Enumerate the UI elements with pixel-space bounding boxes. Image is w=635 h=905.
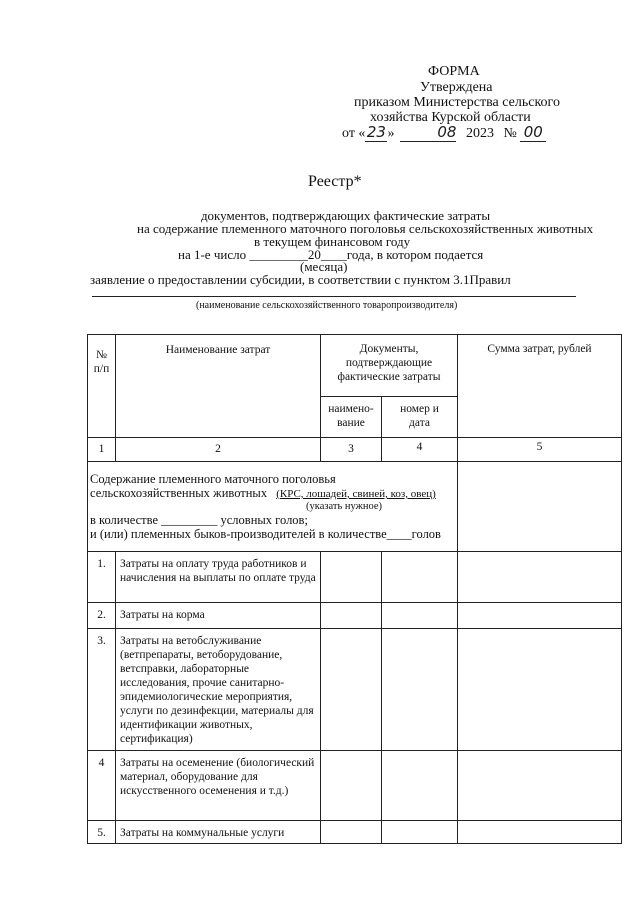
subtitle-line-4: на 1-е число _________20____года, в котором подается bbox=[178, 247, 484, 262]
table-row bbox=[88, 603, 622, 629]
section-animals-label: сельскохозяйственных животных bbox=[90, 486, 268, 500]
subtitle-line-1: документов, подтверждающих фактические затраты bbox=[200, 208, 491, 223]
date-number-label: № bbox=[503, 126, 517, 141]
index-cell: 3 bbox=[321, 438, 382, 462]
row-doc-name bbox=[321, 751, 382, 821]
index-cell: 1 bbox=[88, 438, 116, 462]
section-cell bbox=[88, 462, 458, 552]
table-row bbox=[88, 821, 622, 844]
order-line-1: приказом Министерства сельского bbox=[354, 95, 560, 110]
row-doc-number bbox=[382, 629, 458, 751]
header-num-label: № п/п bbox=[93, 349, 110, 375]
form-label: ФОРМА bbox=[428, 64, 480, 79]
index-cell: 2 bbox=[116, 438, 321, 462]
row-sum bbox=[458, 603, 622, 629]
order-line-2: хозяйства Курской области bbox=[370, 110, 531, 125]
table-row bbox=[88, 751, 622, 821]
date-year: 2023 bbox=[465, 126, 494, 141]
header-docs-name bbox=[321, 397, 382, 438]
row-number: 1. bbox=[88, 552, 116, 603]
date-prefix: от « bbox=[342, 126, 366, 141]
header-docs-number-label: номер и дата bbox=[400, 403, 439, 429]
index-cell: 4 bbox=[382, 438, 458, 462]
section-line-2 bbox=[90, 486, 457, 501]
row-doc-number bbox=[382, 751, 458, 821]
row-name: Затраты на корма bbox=[116, 603, 321, 629]
date-mid: » bbox=[387, 126, 395, 141]
row-sum bbox=[458, 629, 622, 751]
row-doc-number bbox=[382, 603, 458, 629]
month-caption: (месяца) bbox=[300, 259, 348, 274]
row-doc-name bbox=[321, 552, 382, 603]
header-name-label: Наименование затрат bbox=[165, 344, 271, 356]
date-number: 00 bbox=[520, 123, 546, 142]
header-docs-label: Документы, подтверждающие фактические затраты bbox=[337, 343, 441, 383]
approved-label: Утверждена bbox=[420, 80, 493, 95]
row-number: 3. bbox=[88, 629, 116, 751]
row-doc-name bbox=[321, 603, 382, 629]
row-name: Затраты на коммунальные услуги bbox=[116, 821, 321, 844]
row-sum bbox=[458, 751, 622, 821]
header-docs bbox=[321, 335, 458, 397]
row-sum bbox=[458, 552, 622, 603]
document-title: Реестр* bbox=[308, 173, 362, 190]
header-docs-number bbox=[382, 397, 458, 438]
date-month: 08 bbox=[400, 123, 456, 142]
section-animal-types: (КРС, лошадей, свиней, коз, овец) bbox=[276, 488, 436, 500]
row-number: 5. bbox=[88, 821, 116, 844]
section-line-1: Содержание племенного маточного поголовья bbox=[90, 472, 336, 486]
row-name: Затраты на ветобслуживание (ветпрепараты, ветоборудование, ветсправки, лабораторные исследования, прочие санитарно-эпидемиологические мероприятия, услуги по дезинфекции, материалы для идентификации животных, сертификация) bbox=[116, 629, 321, 751]
subtitle-line-3: в текущем финансовом году bbox=[254, 234, 411, 249]
subtitle-line-2: на содержание племенного маточного поголовья сельскохозяйственных животных bbox=[137, 221, 594, 236]
table-row bbox=[88, 552, 622, 603]
row-number: 2. bbox=[88, 603, 116, 629]
section-hint: (указать нужное) bbox=[306, 501, 383, 512]
header-docs-name-label: наимено-вание bbox=[328, 403, 374, 429]
registry-table bbox=[87, 334, 622, 844]
row-doc-name bbox=[321, 629, 382, 751]
row-number: 4 bbox=[88, 751, 116, 821]
header-name bbox=[116, 335, 321, 438]
section-sum-cell bbox=[458, 462, 622, 552]
header-num bbox=[88, 335, 116, 438]
index-cell: 5 bbox=[458, 438, 622, 462]
row-doc-number bbox=[382, 821, 458, 844]
header-sum-label: Сумма затрат, рублей bbox=[487, 343, 592, 355]
table-row bbox=[88, 629, 622, 751]
producer-name-line bbox=[92, 296, 576, 297]
column-index-row bbox=[88, 438, 622, 462]
producer-caption: (наименование сельскохозяйственного товаропроизводителя) bbox=[196, 300, 458, 311]
order-date-line bbox=[342, 123, 546, 142]
section-row bbox=[88, 462, 622, 552]
row-name: Затраты на осеменение (биологический материал, оборудование для искусственного осеменения и т.д.) bbox=[116, 751, 321, 821]
row-doc-number bbox=[382, 552, 458, 603]
section-line-3: в количестве _________ условных голов; bbox=[90, 513, 308, 527]
date-day: 23 bbox=[366, 123, 386, 141]
section-line-4: и (или) племенных быков-производителей в количестве____голов bbox=[90, 527, 441, 541]
subtitle-line-5: заявление о предоставлении субсидии, в соответствии с пунктом 3.1Правил bbox=[90, 272, 511, 287]
row-name: Затраты на оплату труда работников и начисления на выплаты по оплате труда bbox=[116, 552, 321, 603]
row-sum bbox=[458, 821, 622, 844]
header-sum bbox=[458, 335, 622, 438]
row-doc-name bbox=[321, 821, 382, 844]
